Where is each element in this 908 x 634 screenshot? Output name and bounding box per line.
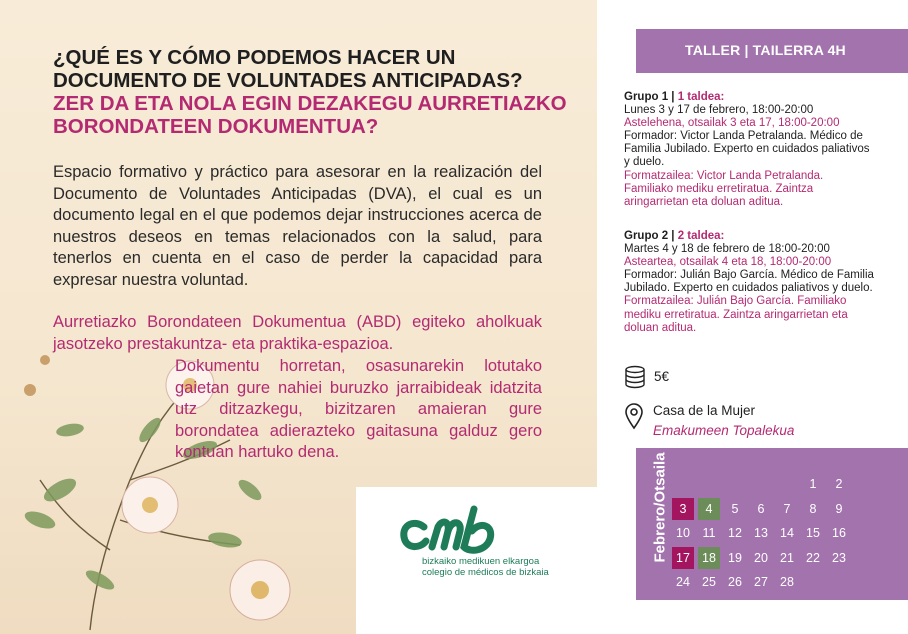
calendar-day-1: 1 <box>809 477 817 491</box>
calendar-day-6: 6 <box>757 501 765 516</box>
taller-header: TALLER | TAILERRA 4H <box>636 29 908 73</box>
logo-text-basque: bizkaiko medikuen elkargoa <box>422 556 540 567</box>
group-1-info <box>624 91 874 209</box>
calendar-week-row <box>672 498 900 523</box>
calendar-day-16: 16 <box>832 526 846 540</box>
calendar-day-21: 21 <box>780 550 794 565</box>
description-basque-1: Aurretiazko Borondateen Dokumentua (ABD) egiteko aholkuak jasotzeko prestakuntza- eta praktika-espazioa. <box>53 313 542 353</box>
group-2-dates-es: Martes 4 y 18 de febrero de 18:00-20:00 <box>624 243 830 256</box>
calendar-day-17: 17 <box>672 547 694 569</box>
coins-icon <box>624 365 646 389</box>
location-row <box>624 400 904 440</box>
description-basque-2: Dokumentu horretan, osasunarekin lotutako gaietan gure nahiei buruzko jarraibideak idatzita utz ditzazkegu, bizitzaren amaieran gure borondatea adierazteko gaitasuna galduz gero kontuan hartuko dena. <box>175 357 542 462</box>
calendar <box>636 448 908 600</box>
price-value: 5€ <box>654 369 670 384</box>
calendar-day-20: 20 <box>754 550 768 565</box>
calendar-week-row <box>672 473 900 498</box>
calendar-day-14: 14 <box>780 526 794 540</box>
calendar-week-row <box>672 547 900 572</box>
group-1-dates-es: Lunes 3 y 17 de febrero, 18:00-20:00 <box>624 104 814 117</box>
calendar-week-row <box>672 522 900 547</box>
calendar-day-5: 5 <box>731 501 739 516</box>
price-row <box>624 362 824 392</box>
calendar-day-18: 18 <box>698 547 720 569</box>
calendar-day-26: 26 <box>728 575 742 589</box>
calendar-day-22: 22 <box>806 550 820 565</box>
group-1-trainer-es: Formador: Victor Landa Petralanda. Médico de Familia Jubilado. Experto en cuidados paliativos y duelo. <box>624 130 870 169</box>
title-spanish: ¿QUÉ ES Y CÓMO PODEMOS HACER UN DOCUMENTO DE VOLUNTADES ANTICIPADAS? <box>53 46 523 92</box>
title-basque: ZER DA ETA NOLA EGIN DEZAKEGU AURRETIAZKO BORONDATEEN DOKUMENTUA? <box>53 92 567 138</box>
cmb-logo <box>356 487 597 634</box>
calendar-day-11: 11 <box>702 526 716 540</box>
calendar-day-27: 27 <box>754 575 768 589</box>
calendar-day-10: 10 <box>676 526 690 540</box>
details-panel <box>597 0 908 634</box>
calendar-day-12: 12 <box>728 526 742 540</box>
group-2-dates-eu: Asteartea, otsailak 4 eta 18, 18:00-20:00 <box>624 256 832 269</box>
group-2-trainer-es: Formador: Julián Bajo García. Médico de Familia Jubilado. Experto en cuidados paliativos y duelo. <box>624 269 874 295</box>
group-2-info <box>624 230 874 335</box>
calendar-week-row <box>672 571 900 596</box>
location-basque: Emakumeen Topalekua <box>653 423 795 438</box>
group-1-trainer-eu: Formatzailea: Victor Landa Petralanda. Familiako mediku erretiratua. Zaintza aringarrietan eta doluan aditua. <box>624 169 824 208</box>
calendar-day-15: 15 <box>806 526 820 540</box>
calendar-grid <box>672 473 900 596</box>
calendar-day-7: 7 <box>783 501 791 516</box>
description-spanish: Espacio formativo y práctico para asesorar en la realización del Documento de Voluntades Anticipadas (DVA), el cual es un documento legal en el que podemos dejar instrucciones acerca de nuestros deseos en temas relacionados con la salud, para tenerlos en cuenta en el caso de perder la capacidad para expresar nuestra voluntad. <box>53 163 542 289</box>
calendar-day-2: 2 <box>835 477 843 491</box>
calendar-day-23: 23 <box>832 550 846 565</box>
group-1-dates-eu: Astelehena, otsailak 3 eta 17, 18:00-20:00 <box>624 117 840 130</box>
calendar-day-28: 28 <box>780 575 794 589</box>
calendar-day-25: 25 <box>702 575 716 589</box>
calendar-day-4: 4 <box>698 498 720 520</box>
group-2-trainer-eu: Formatzailea: Julián Bajo García. Familiako mediku erretiratua. Zaintza aringarrietan eta doluan aditua. <box>624 295 848 334</box>
calendar-day-19: 19 <box>728 550 742 565</box>
calendar-day-3: 3 <box>672 498 694 520</box>
map-pin-icon <box>624 402 644 430</box>
calendar-day-8: 8 <box>809 501 817 516</box>
calendar-day-13: 13 <box>754 526 768 540</box>
calendar-day-24: 24 <box>676 575 690 589</box>
calendar-month-label: Febrero/Otsaila <box>651 452 669 563</box>
calendar-day-9: 9 <box>835 501 843 516</box>
logo-text-spanish: colegio de médicos de bizkaia <box>422 567 549 578</box>
cmb-logo-mark <box>396 505 526 557</box>
location-spanish: Casa de la Mujer <box>653 403 756 418</box>
group-2-heading: Grupo 2 | 2 taldea: <box>624 230 725 242</box>
group-1-heading: Grupo 1 | 1 taldea: <box>624 91 725 103</box>
